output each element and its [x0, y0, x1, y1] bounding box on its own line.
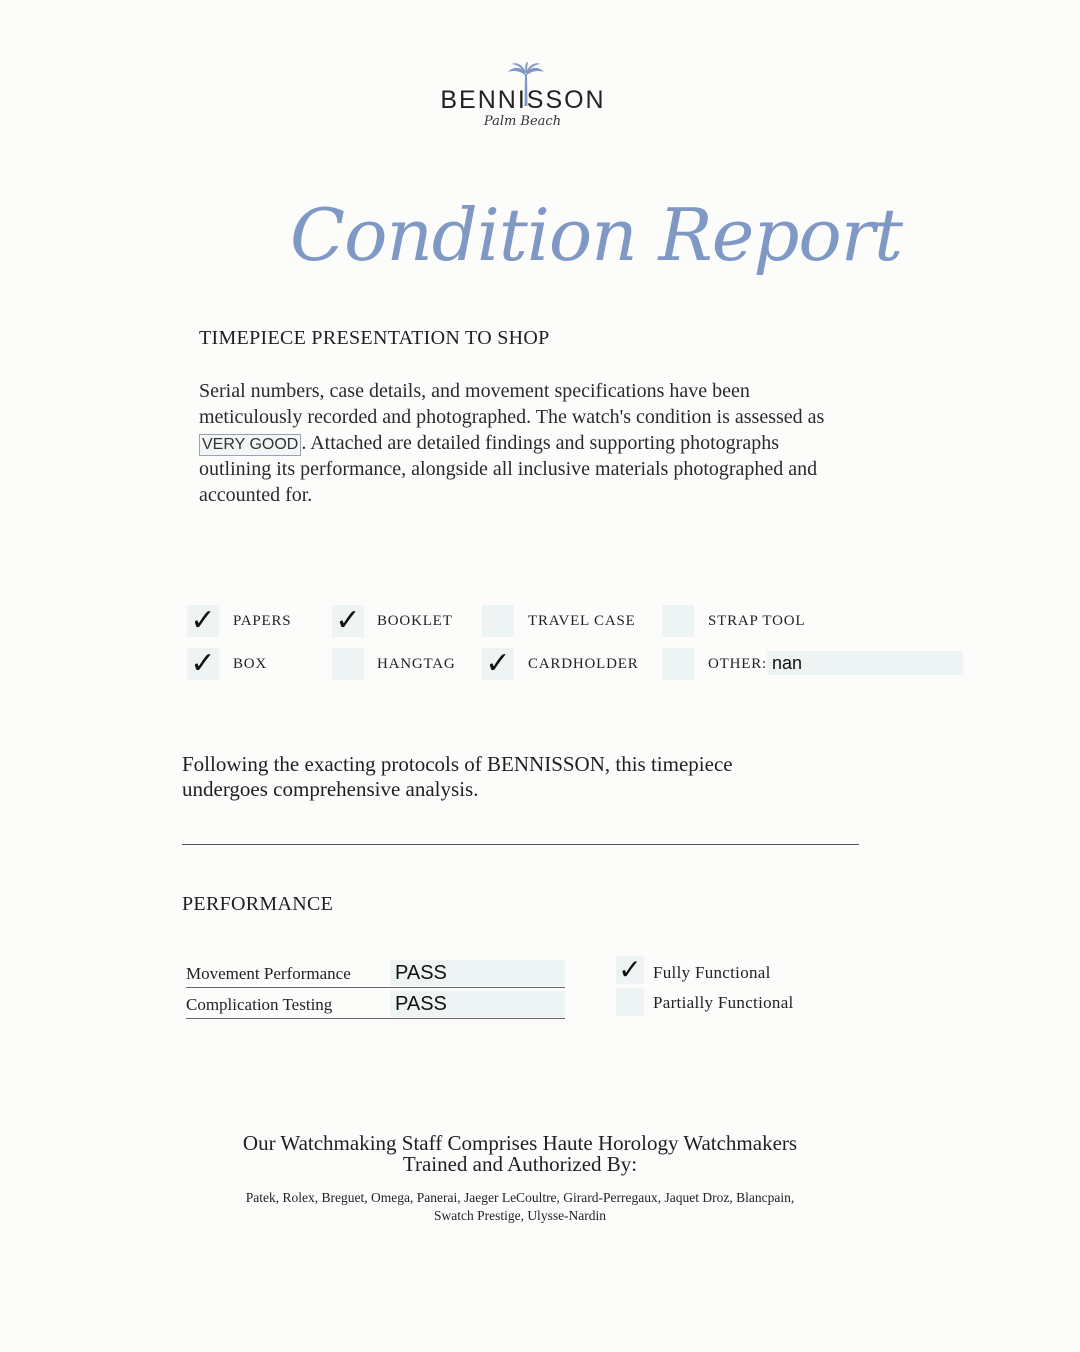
condition-rating-field[interactable]: VERY GOOD	[199, 434, 301, 456]
divider	[182, 844, 859, 845]
check-icon: ✓	[335, 603, 361, 638]
check-icon: ✓	[190, 646, 216, 681]
complication-testing-label: Complication Testing	[186, 995, 333, 1014]
other-label: OTHER:	[708, 656, 767, 672]
brand-name: BENNISSON	[440, 86, 606, 114]
partially-functional-label: Partially Functional	[653, 993, 794, 1012]
staff-heading: Our Watchmaking Staff Comprises Haute Horology Watchmakers Trained and Authorized By:	[242, 1131, 798, 1176]
box-checkbox[interactable]	[187, 648, 219, 680]
intro-text-after: . Attached are detailed findings and supporting photographs outlining its performance, alongside all inclusive materials photographed and accounted for.	[199, 432, 818, 506]
brand-location: Palm Beach	[483, 114, 562, 129]
section-heading: TIMEPIECE PRESENTATION TO SHOP	[199, 327, 550, 349]
row-underline	[186, 1018, 565, 1019]
fully-functional-checkbox[interactable]	[616, 953, 644, 986]
authorized-brands: Patek, Rolex, Breguet, Omega, Panerai, Jaeger LeCoultre, Girard-Perregaux, Jaquet Droz, Blancpain, Swatch Prestige, Ulysse-Nardin	[245, 1190, 795, 1223]
check-icon: ✓	[618, 953, 642, 986]
strap-tool-checkbox[interactable]	[662, 605, 694, 637]
page-title: Condition Report	[290, 193, 903, 277]
other-input[interactable]: nan	[767, 651, 963, 675]
intro-paragraph	[199, 378, 839, 508]
complication-testing-input[interactable]: PASS	[390, 991, 565, 1017]
check-icon: ✓	[190, 603, 216, 638]
complication-testing-row	[186, 991, 565, 1021]
hangtag-label: HANGTAG	[377, 656, 456, 672]
hangtag-checkbox[interactable]	[332, 648, 364, 680]
brand-logo	[430, 60, 615, 140]
performance-heading: PERFORMANCE	[182, 893, 334, 915]
cardholder-checkbox[interactable]	[482, 648, 514, 680]
cardholder-label: CARDHOLDER	[528, 656, 639, 672]
travel-case-checkbox[interactable]	[482, 605, 514, 637]
papers-label: PAPERS	[233, 613, 292, 629]
papers-checkbox[interactable]	[187, 605, 219, 637]
partially-functional-checkbox[interactable]	[616, 988, 644, 1016]
travel-case-label: TRAVEL CASE	[528, 613, 636, 629]
movement-performance-row	[186, 960, 565, 990]
intro-text-before: Serial numbers, case details, and movement specifications have been meticulously recorded and photographed. The watch's condition is assessed as	[199, 380, 825, 428]
row-underline	[186, 987, 565, 988]
protocol-text: Following the exacting protocols of BENNISSON, this timepiece undergoes comprehensive analysis.	[182, 752, 733, 801]
other-checkbox[interactable]	[662, 648, 694, 680]
box-label: BOX	[233, 656, 268, 672]
movement-performance-input[interactable]: PASS	[390, 960, 565, 986]
fully-functional-label: Fully Functional	[653, 963, 771, 982]
strap-tool-label: STRAP TOOL	[708, 613, 806, 629]
booklet-checkbox[interactable]	[332, 605, 364, 637]
movement-performance-label: Movement Performance	[186, 964, 351, 983]
check-icon: ✓	[485, 646, 511, 681]
booklet-label: BOOKLET	[377, 613, 453, 629]
